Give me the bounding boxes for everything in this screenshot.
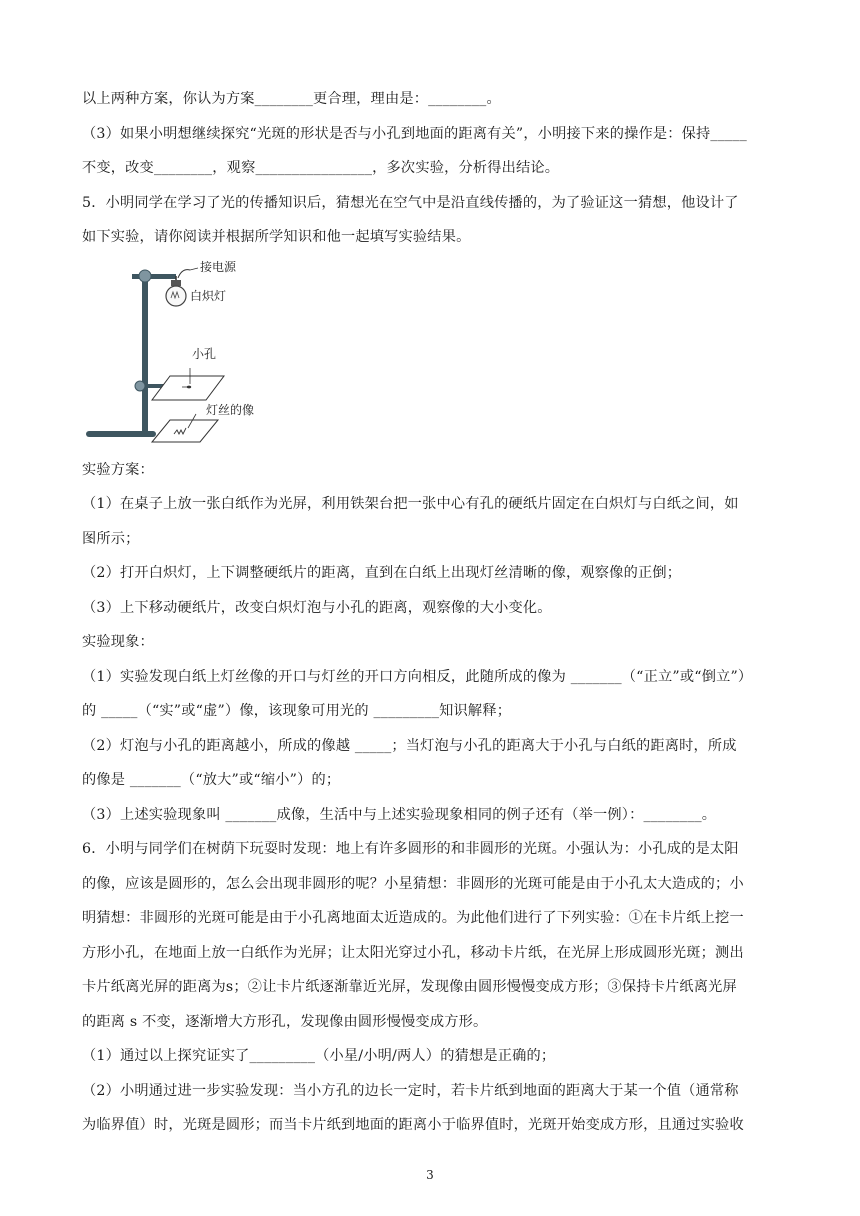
clamp-middle [135, 381, 145, 391]
text-line: （1）在桌子上放一张白纸作为光屏，利用铁架台把一张中心有孔的硬纸片固定在白炽灯与白纸之间，如 [82, 496, 739, 512]
text-line: 卡片纸离光屏的距离为s；②让卡片纸逐渐靠近光屏，发现像由圆形慢慢变成方形；③保持卡片纸离光屏 [82, 979, 737, 995]
text-line: 6．小明与同学们在树荫下玩耍时发现：地上有许多圆形的和非圆形的光斑。小强认为：小孔成的是太阳 [82, 841, 739, 857]
text-line: （3）如果小明想继续探究“光斑的形状是否与小孔到地面的距离有关”，小明接下来的操作是：保持_____ [82, 126, 747, 142]
text-line: 方形小孔，在地面上放一白纸作为光屏；让太阳光穿过小孔，移动卡片纸，在光屏上形成圆形光斑；测出 [82, 945, 744, 961]
label-power: 接电源 [200, 260, 237, 274]
text-line: （2）灯泡与小孔的距离越小，所成的像越 _____；当灯泡与小孔的距离大于小孔与白纸的距离时，所成 [82, 738, 737, 754]
text-line: 明猜想：非圆形的光斑可能是由于小孔离地面太近造成的。为此他们进行了下列实验：①在卡片纸上挖一 [82, 910, 744, 926]
text-line: 以上两种方案，你认为方案________更合理，理由是：________。 [82, 91, 501, 107]
text-line: （1）实验发现白纸上灯丝像的开口与灯丝的开口方向相反，此随所成的像为 _______（“正立”或“倒立”） [82, 669, 753, 685]
text-line: 的像是 _______（“放大”或“缩小”）的； [82, 772, 341, 788]
text-line: 的距离 s 不变，逐渐增大方形孔，发现像由圆形慢慢变成方形。 [82, 1014, 488, 1030]
label-lamp: 白炽灯 [190, 289, 227, 303]
text-line: 实验方案： [82, 462, 154, 478]
text-line: 5．小明同学在学习了光的传播知识后，猜想光在空气中是沿直线传播的，为了验证这一猜想，他设计了 [82, 195, 739, 211]
text-line: （2）打开白炽灯，上下调整硬纸片的距离，直到在白纸上出现灯丝清晰的像，观察像的正倒； [82, 565, 682, 581]
text-line: 图所示； [82, 531, 140, 547]
text-line: 的 _____（“实”或“虚”）像，该现象可用光的 _________知识解释； [82, 703, 512, 719]
text-line: 如下实验，请你阅读并根据所学知识和他一起填写实验结果。 [82, 229, 471, 245]
label-image: 灯丝的像 [206, 403, 255, 417]
text-line: （1）通过以上探究证实了_________（小星/小明/两人）的猜想是正确的； [82, 1048, 556, 1064]
experiment-diagram [78, 256, 278, 446]
text-line: 的像，应该是圆形的，怎么会出现非圆形的呢？小星猜想：非圆形的光斑可能是由于小孔太大造成的；小 [82, 876, 744, 892]
text-line: （3）上下移动硬纸片，改变白炽灯泡与小孔的距离，观察像的大小变化。 [82, 600, 552, 616]
text-line: 不变，改变________，观察________________，多次实验，分析得出结论。 [82, 160, 560, 176]
stand-rod [142, 274, 148, 436]
text-line: （2）小明通过进一步实验发现：当小方孔的边长一定时，若卡片纸到地面的距离大于某一个值（通常称 [82, 1083, 739, 1099]
clamp-top [139, 270, 151, 282]
text-line: 实验现象： [82, 634, 154, 650]
experiment-figure [78, 256, 278, 446]
text-line: 为临界值）时，光斑是圆形；而当卡片纸到地面的距离小于临界值时，光斑开始变成方形，且通过实验收 [82, 1117, 744, 1133]
page-number: 3 [426, 1168, 434, 1182]
label-hole: 小孔 [192, 347, 217, 361]
text-line: （3）上述实验现象叫 _______成像，生活中与上述实验现象相同的例子还有（举一例）：________。 [82, 807, 717, 823]
